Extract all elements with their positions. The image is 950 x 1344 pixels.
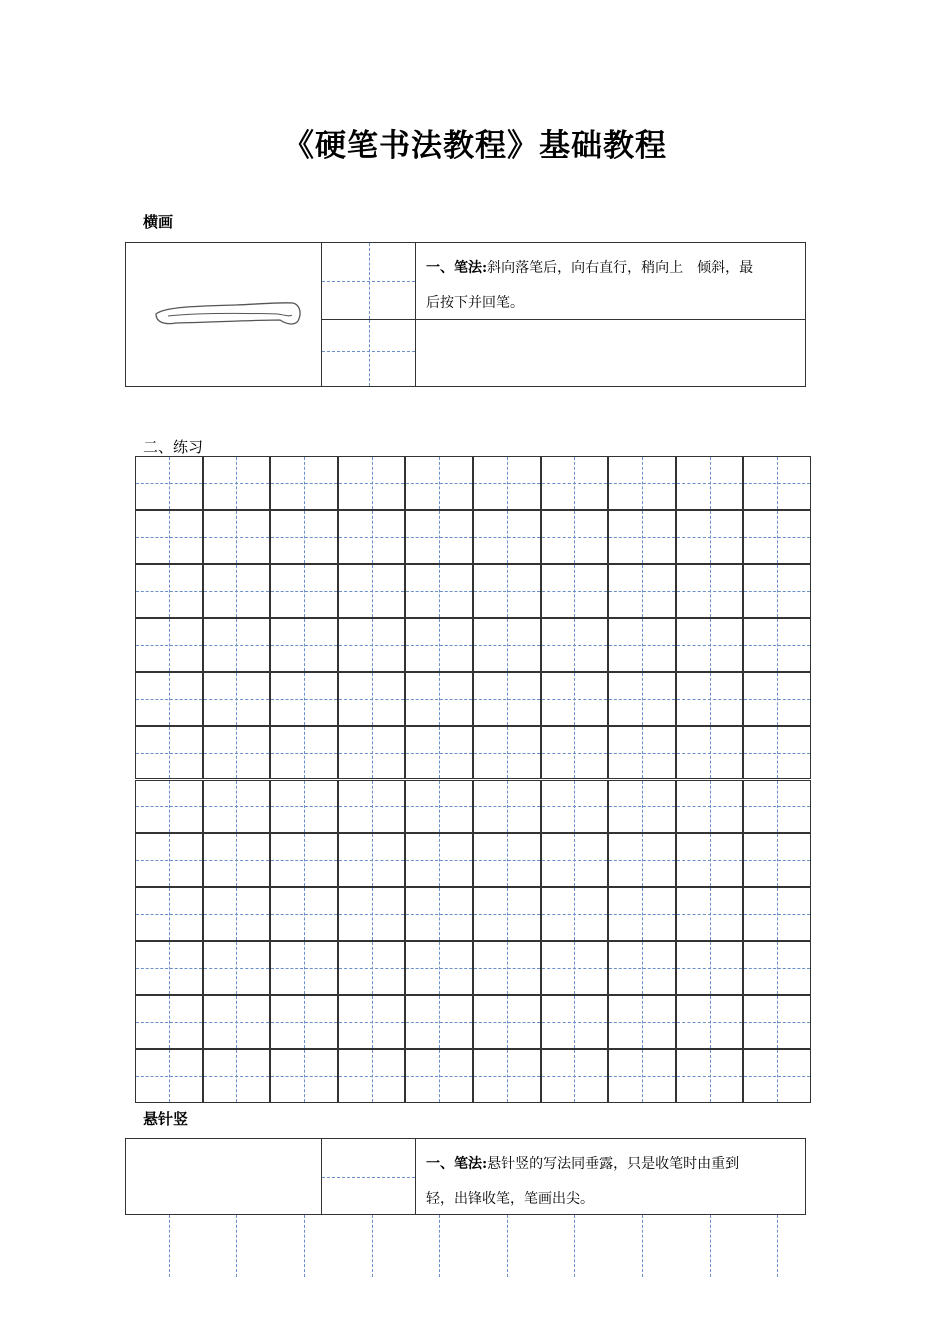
cell-guide-vertical <box>372 1050 373 1102</box>
practice-cell <box>473 941 541 995</box>
cell-guide-vertical <box>304 1050 305 1102</box>
practice-cell <box>541 510 609 564</box>
practice-cell <box>541 726 609 780</box>
cell-guide-vertical <box>574 996 575 1048</box>
practice-cell <box>405 995 473 1049</box>
stroke-table-xuanzhenshu <box>125 1138 806 1215</box>
cell-guide-vertical <box>642 727 643 779</box>
practice-cell <box>338 1049 406 1103</box>
cell-guide-vertical <box>777 457 778 509</box>
cell-guide-vertical <box>574 511 575 563</box>
cell-guide-vertical <box>642 942 643 994</box>
cell-guide-vertical <box>439 565 440 617</box>
practice-cell <box>473 833 541 887</box>
cell-guide-vertical <box>507 1050 508 1102</box>
table-divider <box>415 243 416 386</box>
practice-cell <box>270 995 338 1049</box>
tail-guide-line <box>169 1215 170 1277</box>
practice-cell <box>743 887 811 941</box>
practice-cell <box>270 887 338 941</box>
practice-cell <box>203 780 271 834</box>
cell-guide-vertical <box>507 942 508 994</box>
practice-cell <box>608 941 676 995</box>
cell-guide-vertical <box>169 996 170 1048</box>
tail-guide-line <box>372 1215 373 1277</box>
practice-cell <box>338 456 406 510</box>
cell-guide-vertical <box>169 834 170 886</box>
cell-guide-vertical <box>304 781 305 833</box>
cell-guide-vertical <box>304 457 305 509</box>
practice-cell <box>270 833 338 887</box>
mini-grid-guide <box>369 320 370 386</box>
practice-cell <box>743 672 811 726</box>
practice-cell <box>676 833 744 887</box>
cell-guide-vertical <box>777 727 778 779</box>
cell-guide-vertical <box>169 727 170 779</box>
method-text-xuanzhenshu: 一、笔法:悬针竖的写法同垂露，只是收笔时由重到 轻，出锋收笔，笔画出尖。 <box>426 1156 740 1207</box>
cell-guide-vertical <box>169 619 170 671</box>
practice-cell <box>338 995 406 1049</box>
cell-guide-vertical <box>642 781 643 833</box>
practice-cell <box>338 941 406 995</box>
practice-cell <box>405 887 473 941</box>
cell-guide-vertical <box>507 834 508 886</box>
practice-cell <box>676 510 744 564</box>
practice-cell <box>270 672 338 726</box>
cell-guide-vertical <box>642 619 643 671</box>
practice-cell <box>473 618 541 672</box>
cell-guide-vertical <box>439 511 440 563</box>
practice-cell <box>743 1049 811 1103</box>
cell-guide-vertical <box>236 834 237 886</box>
cell-guide-vertical <box>304 834 305 886</box>
practice-cell <box>405 833 473 887</box>
practice-cell <box>676 564 744 618</box>
practice-cell <box>135 887 203 941</box>
practice-cell <box>405 941 473 995</box>
practice-cell <box>473 726 541 780</box>
cell-guide-vertical <box>439 834 440 886</box>
cell-guide-vertical <box>236 888 237 940</box>
cell-guide-vertical <box>372 619 373 671</box>
cell-guide-vertical <box>574 619 575 671</box>
cell-guide-vertical <box>574 457 575 509</box>
practice-cell <box>203 672 271 726</box>
cell-guide-vertical <box>710 457 711 509</box>
practice-cell <box>405 672 473 726</box>
cell-guide-vertical <box>710 996 711 1048</box>
practice-cell <box>338 564 406 618</box>
cell-guide-vertical <box>304 619 305 671</box>
practice-cell <box>541 941 609 995</box>
practice-cell <box>541 833 609 887</box>
cell-guide-vertical <box>169 888 170 940</box>
practice-cell <box>338 726 406 780</box>
cell-guide-vertical <box>642 996 643 1048</box>
practice-cell <box>541 1049 609 1103</box>
practice-cell <box>338 887 406 941</box>
cell-guide-vertical <box>777 511 778 563</box>
practice-cell <box>676 456 744 510</box>
method-text-heng: 一、笔法:斜向落笔后，向右直行，稍向上 倾斜，最 后按下并回笔。 <box>426 260 754 311</box>
cell-guide-vertical <box>372 942 373 994</box>
cell-guide-vertical <box>642 457 643 509</box>
practice-cell <box>541 618 609 672</box>
practice-cell <box>135 726 203 780</box>
cell-guide-vertical <box>777 1050 778 1102</box>
practice-cell <box>473 887 541 941</box>
practice-cell <box>135 618 203 672</box>
practice-cell <box>270 456 338 510</box>
cell-guide-vertical <box>169 942 170 994</box>
cell-guide-vertical <box>169 565 170 617</box>
practice-grid <box>135 456 811 1103</box>
practice-cell <box>203 510 271 564</box>
cell-guide-vertical <box>642 673 643 725</box>
practice-cell <box>270 941 338 995</box>
practice-cell <box>473 456 541 510</box>
tail-guide-line <box>642 1215 643 1277</box>
cell-guide-vertical <box>574 942 575 994</box>
cell-guide-vertical <box>372 511 373 563</box>
cell-guide-vertical <box>710 781 711 833</box>
practice-cell <box>743 941 811 995</box>
practice-cell <box>135 456 203 510</box>
cell-guide-vertical <box>642 834 643 886</box>
cell-guide-vertical <box>304 996 305 1048</box>
cell-guide-vertical <box>304 942 305 994</box>
practice-cell <box>203 456 271 510</box>
cell-guide-vertical <box>439 673 440 725</box>
cell-guide-vertical <box>507 511 508 563</box>
cell-guide-vertical <box>507 888 508 940</box>
practice-cell <box>203 726 271 780</box>
practice-cell <box>743 833 811 887</box>
page-title: 《硬笔书法教程》基础教程 <box>283 128 667 164</box>
practice-cell <box>203 618 271 672</box>
practice-cell <box>473 564 541 618</box>
practice-cell <box>743 726 811 780</box>
cell-guide-vertical <box>710 727 711 779</box>
cell-guide-vertical <box>439 996 440 1048</box>
practice-cell <box>473 995 541 1049</box>
practice-cell <box>541 456 609 510</box>
cell-guide-vertical <box>710 834 711 886</box>
practice-cell <box>541 672 609 726</box>
cell-guide-vertical <box>236 457 237 509</box>
practice-cell <box>676 672 744 726</box>
tail-guide-line <box>236 1215 237 1277</box>
practice-cell <box>676 1049 744 1103</box>
practice-cell <box>608 780 676 834</box>
practice-cell <box>676 726 744 780</box>
practice-cell <box>270 510 338 564</box>
cell-guide-vertical <box>777 565 778 617</box>
practice-cell <box>541 780 609 834</box>
cell-guide-vertical <box>236 673 237 725</box>
cell-guide-vertical <box>574 727 575 779</box>
practice-cell <box>135 672 203 726</box>
cell-guide-vertical <box>304 888 305 940</box>
cell-guide-vertical <box>372 834 373 886</box>
practice-cell <box>608 1049 676 1103</box>
cell-guide-vertical <box>507 996 508 1048</box>
table-divider <box>415 1139 416 1214</box>
cell-guide-vertical <box>169 511 170 563</box>
practice-cell <box>473 1049 541 1103</box>
practice-cell <box>203 564 271 618</box>
cell-guide-vertical <box>439 781 440 833</box>
practice-cell <box>270 618 338 672</box>
cell-guide-vertical <box>236 619 237 671</box>
practice-cell <box>608 456 676 510</box>
cell-guide-vertical <box>642 511 643 563</box>
cell-guide-vertical <box>507 673 508 725</box>
cell-guide-vertical <box>710 673 711 725</box>
practice-cell <box>608 995 676 1049</box>
tail-guide-line <box>710 1215 711 1277</box>
cell-guide-vertical <box>574 673 575 725</box>
practice-cell <box>473 780 541 834</box>
practice-cell <box>203 941 271 995</box>
practice-cell <box>405 456 473 510</box>
cell-guide-vertical <box>574 1050 575 1102</box>
cell-guide-vertical <box>439 727 440 779</box>
cell-guide-vertical <box>439 619 440 671</box>
cell-guide-vertical <box>710 888 711 940</box>
practice-cell <box>338 780 406 834</box>
practice-cell <box>608 726 676 780</box>
cell-guide-vertical <box>439 1050 440 1102</box>
mini-grid-guide <box>322 1177 415 1178</box>
practice-cell <box>338 510 406 564</box>
practice-cell <box>743 995 811 1049</box>
tail-guide-line <box>574 1215 575 1277</box>
tail-guide-line <box>777 1215 778 1277</box>
cell-guide-vertical <box>372 457 373 509</box>
cell-guide-vertical <box>439 457 440 509</box>
cell-guide-vertical <box>372 565 373 617</box>
practice-cell <box>135 833 203 887</box>
cell-guide-vertical <box>236 781 237 833</box>
cell-guide-vertical <box>710 565 711 617</box>
practice-cell <box>608 887 676 941</box>
cell-guide-vertical <box>642 888 643 940</box>
practice-cell <box>270 1049 338 1103</box>
cell-guide-vertical <box>304 565 305 617</box>
cell-guide-vertical <box>642 565 643 617</box>
cell-guide-vertical <box>372 781 373 833</box>
cell-guide-vertical <box>777 996 778 1048</box>
practice-cell <box>135 510 203 564</box>
practice-cell <box>338 672 406 726</box>
cell-guide-vertical <box>777 781 778 833</box>
cell-guide-vertical <box>372 673 373 725</box>
practice-cell <box>608 672 676 726</box>
practice-cell <box>405 780 473 834</box>
practice-cell <box>270 564 338 618</box>
cell-guide-vertical <box>439 942 440 994</box>
cell-guide-vertical <box>507 727 508 779</box>
practice-cell <box>203 833 271 887</box>
tail-guide-line <box>304 1215 305 1277</box>
practice-cell <box>405 726 473 780</box>
practice-cell <box>676 780 744 834</box>
practice-cell <box>135 780 203 834</box>
practice-cell <box>743 618 811 672</box>
cell-guide-vertical <box>710 619 711 671</box>
practice-cell <box>473 510 541 564</box>
cell-guide-vertical <box>507 619 508 671</box>
cell-guide-vertical <box>777 888 778 940</box>
cell-guide-vertical <box>574 565 575 617</box>
practice-cell <box>135 941 203 995</box>
stroke-table-heng <box>125 242 806 387</box>
cell-guide-vertical <box>777 834 778 886</box>
practice-cell <box>135 564 203 618</box>
practice-cell <box>405 564 473 618</box>
practice-cell <box>676 618 744 672</box>
tail-guide-line <box>439 1215 440 1277</box>
cell-guide-vertical <box>710 511 711 563</box>
practice-cell <box>203 887 271 941</box>
cell-guide-vertical <box>439 888 440 940</box>
cell-guide-vertical <box>507 565 508 617</box>
cell-guide-vertical <box>574 781 575 833</box>
practice-cell <box>203 995 271 1049</box>
section-label-heng: 横画 <box>143 213 174 231</box>
practice-cell <box>270 726 338 780</box>
practice-cell <box>338 833 406 887</box>
practice-cell <box>608 618 676 672</box>
cell-guide-vertical <box>169 457 170 509</box>
practice-cell <box>135 995 203 1049</box>
practice-cell <box>541 887 609 941</box>
practice-cell <box>743 510 811 564</box>
practice-cell <box>270 780 338 834</box>
practice-cell <box>676 887 744 941</box>
practice-cell <box>743 456 811 510</box>
practice-cell <box>541 564 609 618</box>
practice-cell <box>473 672 541 726</box>
practice-cell <box>608 564 676 618</box>
cell-guide-vertical <box>169 673 170 725</box>
practice-cell <box>676 995 744 1049</box>
practice-cell <box>676 941 744 995</box>
cell-guide-vertical <box>304 727 305 779</box>
practice-cell <box>541 995 609 1049</box>
cell-guide-vertical <box>372 888 373 940</box>
tail-guide-line <box>507 1215 508 1277</box>
table-divider <box>321 243 322 386</box>
heng-stroke-illustration <box>136 243 316 383</box>
cell-guide-vertical <box>507 457 508 509</box>
practice-cell <box>405 618 473 672</box>
cell-guide-vertical <box>710 942 711 994</box>
cell-guide-vertical <box>710 1050 711 1102</box>
practice-cell <box>203 1049 271 1103</box>
cell-guide-vertical <box>372 996 373 1048</box>
practice-cell <box>743 780 811 834</box>
cell-guide-vertical <box>236 727 237 779</box>
practice-label: 二、练习 <box>143 438 204 456</box>
practice-cell <box>608 510 676 564</box>
cell-guide-vertical <box>236 1050 237 1102</box>
practice-cell <box>338 618 406 672</box>
cell-guide-vertical <box>236 511 237 563</box>
practice-cell <box>405 510 473 564</box>
cell-guide-vertical <box>574 834 575 886</box>
practice-cell <box>135 1049 203 1103</box>
practice-cell <box>608 833 676 887</box>
cell-guide-vertical <box>169 781 170 833</box>
section-label-xuanzhenshu: 悬针竖 <box>143 1110 189 1128</box>
cell-guide-vertical <box>236 565 237 617</box>
cell-guide-vertical <box>507 781 508 833</box>
cell-guide-vertical <box>169 1050 170 1102</box>
cell-guide-vertical <box>777 942 778 994</box>
practice-cell <box>743 564 811 618</box>
cell-guide-vertical <box>777 619 778 671</box>
cell-guide-vertical <box>236 942 237 994</box>
cell-guide-vertical <box>236 996 237 1048</box>
cell-guide-vertical <box>304 673 305 725</box>
practice-cell <box>405 1049 473 1103</box>
mini-grid-guide <box>369 243 370 319</box>
cell-guide-vertical <box>642 1050 643 1102</box>
cell-guide-vertical <box>777 673 778 725</box>
cell-guide-vertical <box>574 888 575 940</box>
cell-guide-vertical <box>304 511 305 563</box>
cell-guide-vertical <box>372 727 373 779</box>
